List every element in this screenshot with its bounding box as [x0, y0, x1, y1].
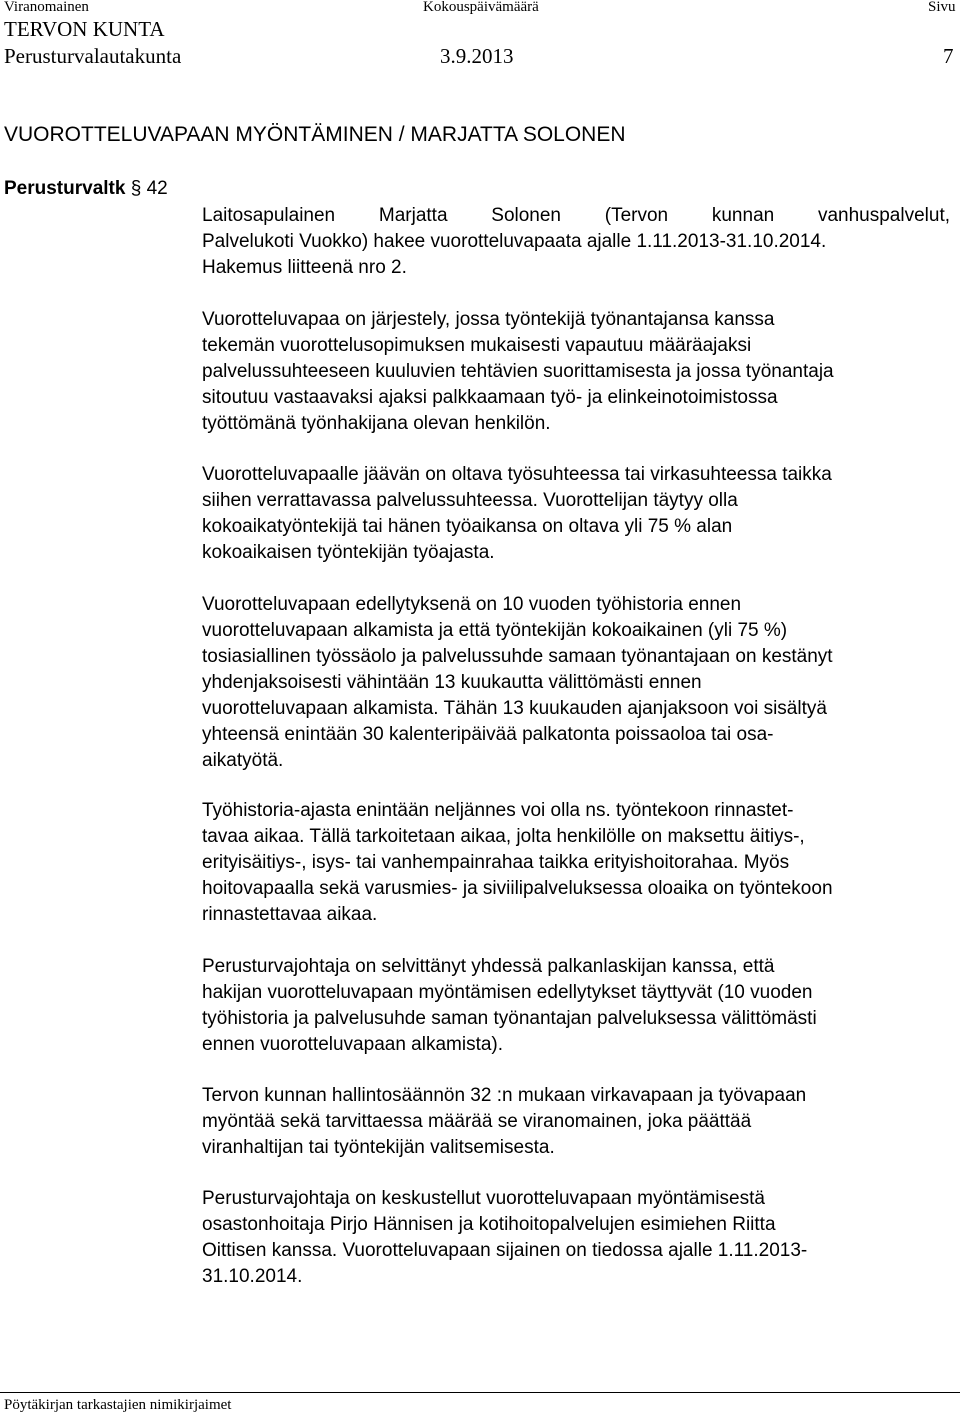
paragraph-line: osastonhoitaja Pirjo Hännisen ja kotihoitopalvelujen esimiehen Riitta	[202, 1214, 776, 1235]
paragraph-8	[202, 1186, 950, 1290]
paragraph-line: Työhistoria-ajasta enintään neljännes voi olla ns. työntekoon rinnastet-	[202, 800, 794, 821]
organization-name: TERVON KUNTA	[4, 17, 165, 41]
paragraph-line: Palvelukoti Vuokko) hakee vuorotteluvapaata ajalle 1.11.2013-31.10.2014.	[202, 231, 827, 252]
paragraph-6	[202, 954, 950, 1058]
paragraph-line: tavaa aikaa. Tällä tarkoitetaan aikaa, jolta henkilölle on maksettu äitiys-,	[202, 826, 805, 847]
paragraph-line: työttömänä työnhakijana olevan henkilön.	[202, 413, 551, 434]
paragraph-line: yhteensä enintään 30 kalenteripäivää palkatonta poissaoloa tai osa-	[202, 724, 774, 745]
document-title: VUOROTTELUVAPAAN MYÖNTÄMINEN / MARJATTA SOLONEN	[4, 123, 626, 146]
paragraph-line: Vuorotteluvapaalle jäävän on oltava työsuhteessa tai virkasuhteessa taikka	[202, 464, 832, 485]
paragraph-line: Laitosapulainen Marjatta Solonen (Tervon kunnan vanhuspalvelut,	[202, 205, 950, 226]
header-page-label: Sivu	[928, 0, 956, 15]
paragraph-line: Vuorotteluvapaa on järjestely, jossa työntekijä työnantajansa kanssa	[202, 309, 775, 330]
paragraph-line: siihen verrattavassa palvelussuhteessa. Vuorottelijan täytyy olla	[202, 490, 738, 511]
signatures-label: Pöytäkirjan tarkastajien nimikirjaimet	[4, 1397, 232, 1413]
paragraph-line: myöntää sekä tarvittaessa määrää se viranomainen, joka päättää	[202, 1111, 752, 1132]
paragraph-line: rinnastettavaa aikaa.	[202, 904, 378, 925]
section-label: Perusturvaltk	[4, 178, 126, 199]
meeting-date: 3.9.2013	[440, 44, 514, 68]
section-heading	[4, 178, 168, 200]
section-number: 42	[146, 178, 168, 199]
paragraph-line: tekemän vuorottelusopimuksen mukaisesti vapautuu määräajaksi	[202, 335, 752, 356]
paragraph-3	[202, 462, 950, 566]
paragraph-5	[202, 798, 950, 928]
page-number: 7	[943, 44, 954, 68]
header-date-label: Kokouspäivämäärä	[423, 0, 539, 15]
paragraph-line: kokoaikatyöntekijä tai hänen työaikansa on oltava yli 75 % alan	[202, 516, 733, 537]
board-name: Perusturvalautakunta	[4, 44, 182, 68]
paragraph-line: vuorotteluvapaan alkamista. Tähän 13 kuukauden ajanjaksoon voi sisältyä	[202, 698, 827, 719]
footer-divider	[0, 1392, 960, 1393]
paragraph-line: erityisäitiys-, isys- tai vanhempainrahaa taikka erityishoitorahaa. Myös	[202, 852, 790, 873]
paragraph-line: viranhaltijan tai työntekijän valitsemisesta.	[202, 1137, 555, 1158]
paragraph-line: kokoaikaisen työntekijän työajasta.	[202, 542, 495, 563]
paragraph-line: tosiasiallinen työssäolo ja palvelussuhde samaan työnantajaan on kestänyt	[202, 646, 833, 667]
paragraph-line: Oittisen kanssa. Vuorotteluvapaan sijainen on tiedossa ajalle 1.11.2013-	[202, 1240, 808, 1261]
paragraph-line: yhdenjaksoisesti vähintään 13 kuukautta välittömästi ennen	[202, 672, 702, 693]
paragraph-line: Perusturvajohtaja on selvittänyt yhdessä palkanlaskijan kanssa, että	[202, 956, 775, 977]
paragraph-2	[202, 307, 950, 437]
paragraph-7	[202, 1083, 950, 1161]
paragraph-line: ennen vuorotteluvapaan alkamista).	[202, 1034, 504, 1055]
paragraph-line: Hakemus liitteenä nro 2.	[202, 257, 407, 278]
paragraph-1	[202, 203, 950, 281]
header-official-label: Viranomainen	[4, 0, 89, 15]
paragraph-line: Perusturvajohtaja on keskustellut vuorotteluvapaan myöntämisestä	[202, 1188, 765, 1209]
paragraph-sign: §	[130, 178, 142, 199]
paragraph-line: hoitovapaalla sekä varusmies- ja siviilipalveluksessa oloaika on työntekoon	[202, 878, 833, 899]
paragraph-line: hakijan vuorotteluvapaan myöntämisen edellytykset täyttyvät (10 vuoden	[202, 982, 813, 1003]
paragraph-line: työhistoria ja palvelusuhde saman työnantajan palveluksessa välittömästi	[202, 1008, 817, 1029]
paragraph-line: palvelussuhteeseen kuuluvien tehtävien suorittamisesta ja jossa työnantaja	[202, 361, 834, 382]
paragraph-line: aikatyötä.	[202, 750, 284, 771]
paragraph-line: Tervon kunnan hallintosäännön 32 :n mukaan virkavapaan ja työvapaan	[202, 1085, 807, 1106]
paragraph-line: 31.10.2014.	[202, 1266, 303, 1287]
paragraph-line: vuorotteluvapaan alkamista ja että työntekijän kokoaikainen (yli 75 %)	[202, 620, 788, 641]
paragraph-line: Vuorotteluvapaan edellytyksenä on 10 vuoden työhistoria ennen	[202, 594, 742, 615]
paragraph-line: sitoutuu vastaavaksi ajaksi palkkaamaan työ- ja elinkeinotoimistossa	[202, 387, 778, 408]
paragraph-4	[202, 592, 950, 774]
